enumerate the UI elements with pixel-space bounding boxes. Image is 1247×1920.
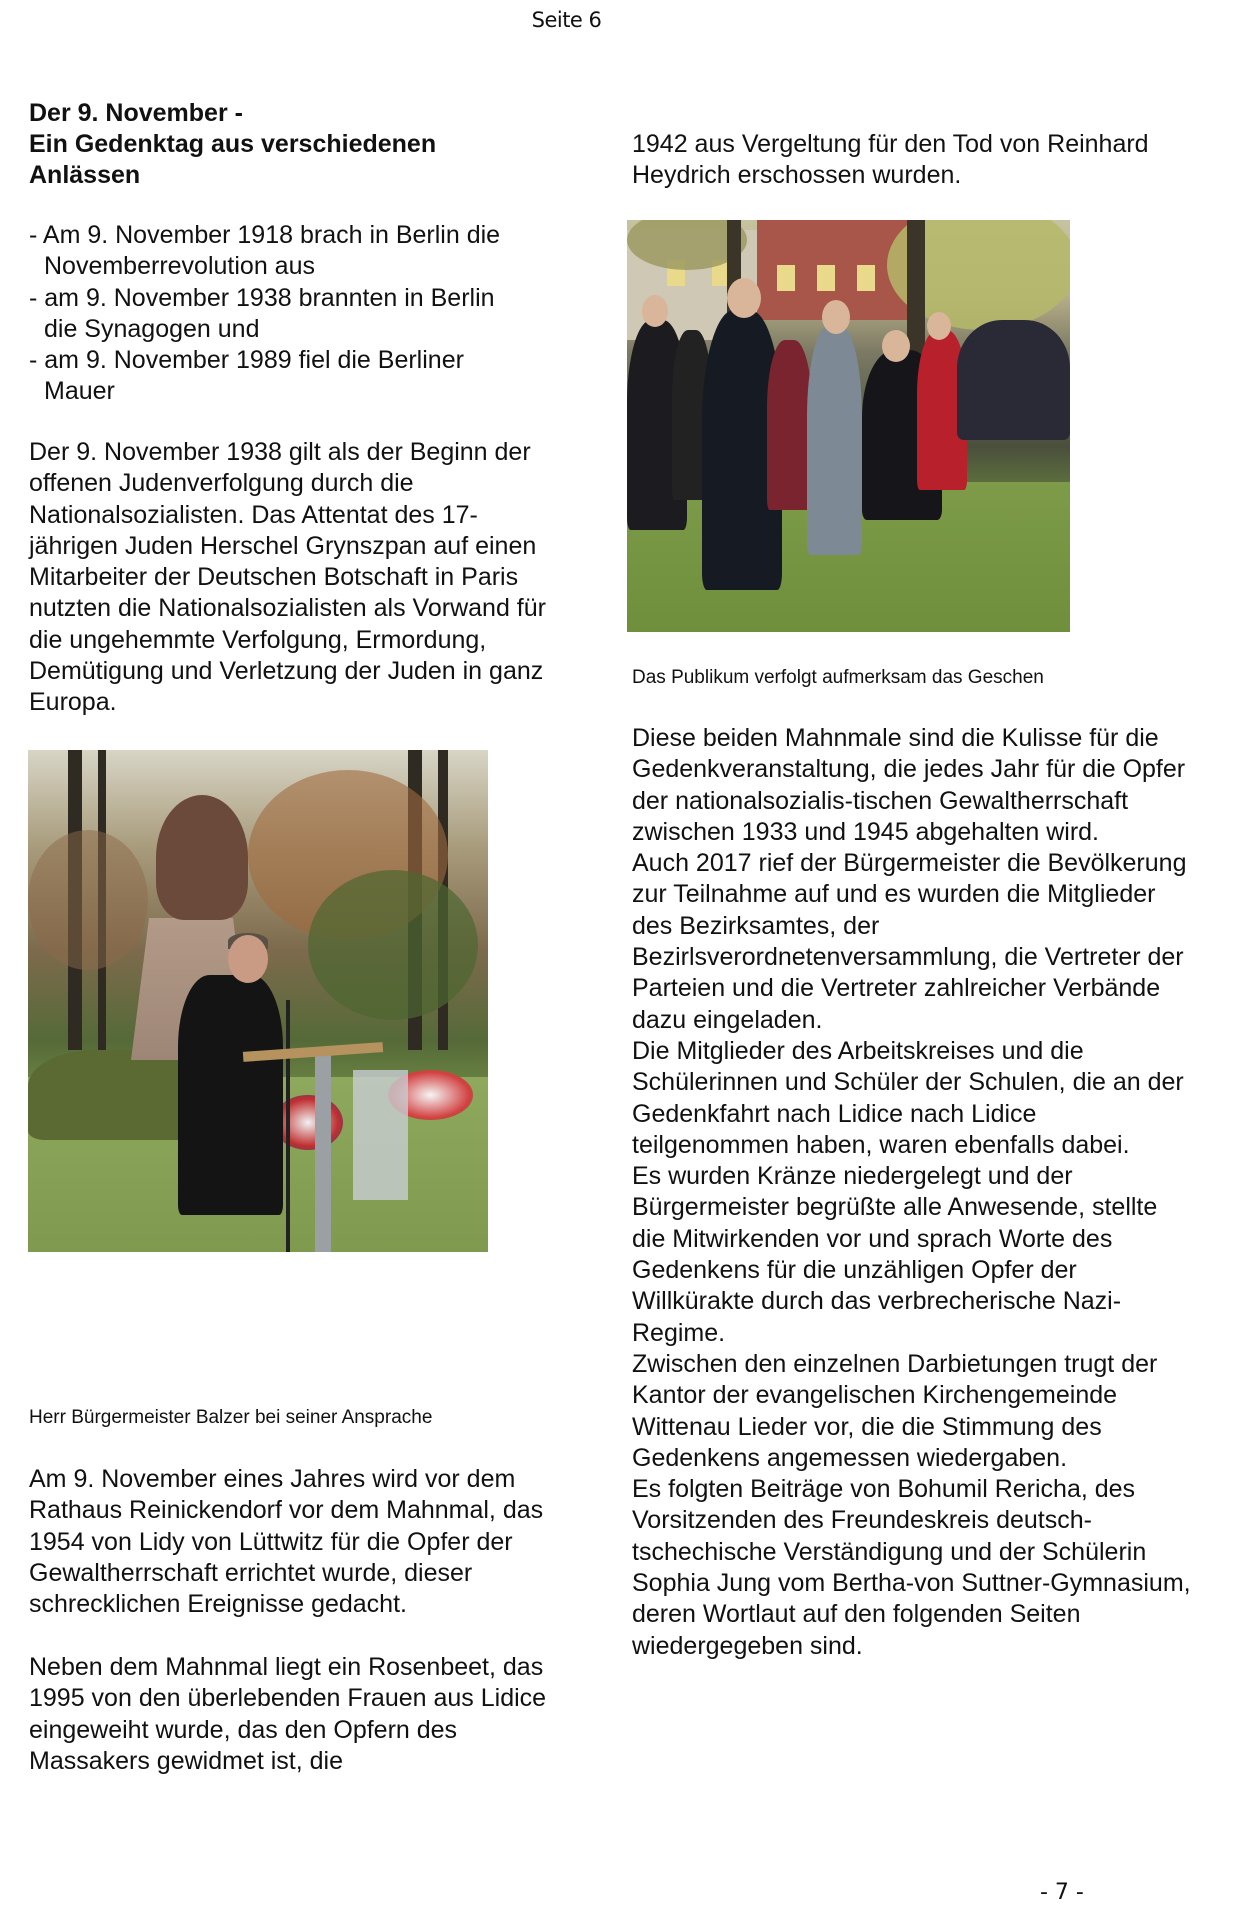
paragraph: Es wurden Kränze niedergelegt und der Bürgermeister begrüßte alle Anwesende, stellte die Mitwirkenden vor und sprach Worte des Gedenkens für die unzähligen Opfer der Willkürakte durch das verbrecherische Nazi-Regime.: [632, 1162, 1158, 1347]
page-number: - 7 -: [1040, 1880, 1084, 1905]
rosebed-paragraph: Neben dem Mahnmal liegt ein Rosenbeet, das 1995 von den überlebenden Frauen aus Lidice eingeweiht wurde, das den Opfern des Massakers gewidmet ist, die: [29, 1653, 547, 1775]
intro-paragraph: Der 9. November 1938 gilt als der Beginn der offenen Judenverfolgung durch die Nationalsozialisten. Das Attentat des 17-jährigen Juden Herschel Grynszpan auf einen Mitarbeiter der Deutschen Botschaft in Paris nutzten die Nationalsozialisten als Vorwand für die ungehemmte Verfolgung, Ermordung, Demütigung und Verletzung der Juden in ganz Europa.: [29, 438, 546, 717]
speaker-photo: [28, 750, 488, 1252]
paragraph: Es folgten Beiträge von Bohumil Rericha, des Vorsitzenden des Freundeskreis deutsch-tschechische Verständigung und der Schülerin Sophia Jung vom Bertha-von Suttner-Gymnasium, deren Wortlaut auf den folgenden Seiten wiedergegeben sind.: [632, 1475, 1191, 1660]
list-item: - am 9. November 1989 fiel die Berliner Mauer: [29, 346, 464, 406]
audience-photo: [627, 220, 1070, 632]
anniversary-list: [29, 220, 529, 408]
paragraph: Diese beiden Mahnmale sind die Kulisse für die Gedenkveranstaltung, die jedes Jahr für die Opfer der nationalsozialis-tischen Gewaltherrschaft zwischen 1933 und 1945 abgehalten wird.: [632, 724, 1186, 846]
paragraph: Auch 2017 rief der Bürgermeister die Bevölkerung zur Teilnahme auf und es wurden die Mitglieder des Bezirksamtes, der Bezirlsverordnetenversammlung, die Vertreter der Parteien und die Vertreter zahlreicher Verbände dazu eingeladen.: [632, 849, 1187, 1034]
right-column-body: [632, 723, 1192, 1662]
speaker-photo-caption: Herr Bürgermeister Balzer bei seiner Ansprache: [29, 1407, 433, 1428]
article-title-line-2: Ein Gedenktag aus verschiedenen: [29, 130, 437, 158]
page-label: Seite 6: [531, 8, 602, 32]
article-title-line-1: Der 9. November -: [29, 99, 243, 127]
page-header: [0, 8, 1247, 32]
list-item: - am 9. November 1938 brannten in Berlin die Synagogen und: [29, 283, 495, 343]
memorial-paragraph: Am 9. November eines Jahres wird vor dem Rathaus Reinickendorf vor dem Mahnmal, das 1954 von Lidy von Lüttwitz für die Opfer der Gewaltherrschaft errichtet wurde, dieser schrecklichen Ereignisse gedacht.: [29, 1465, 544, 1619]
paragraph: Zwischen den einzelnen Darbietungen trugt der Kantor der evangelischen Kirchengemeinde Wittenau Lieder vor, die die Stimmung des Gedenkens angemessen wiedergaben.: [632, 1349, 1158, 1472]
paragraph: Die Mitglieder des Arbeitskreises und die Schülerinnen und Schüler der Schulen, die an der Gedenkfahrt nach Lidice nach Lidice teilgenommen haben, waren ebenfalls dabei.: [632, 1036, 1184, 1159]
list-item: - Am 9. November 1918 brach in Berlin die Novemberrevolution aus: [29, 221, 501, 281]
left-column-heading: [29, 98, 589, 191]
continuation-paragraph: 1942 aus Vergeltung für den Tod von Reinhard Heydrich erschossen wurden.: [632, 130, 1149, 190]
article-title-line-3: Anlässen: [29, 161, 141, 189]
audience-photo-caption: Das Publikum verfolgt aufmerksam das Geschen: [632, 667, 1044, 688]
